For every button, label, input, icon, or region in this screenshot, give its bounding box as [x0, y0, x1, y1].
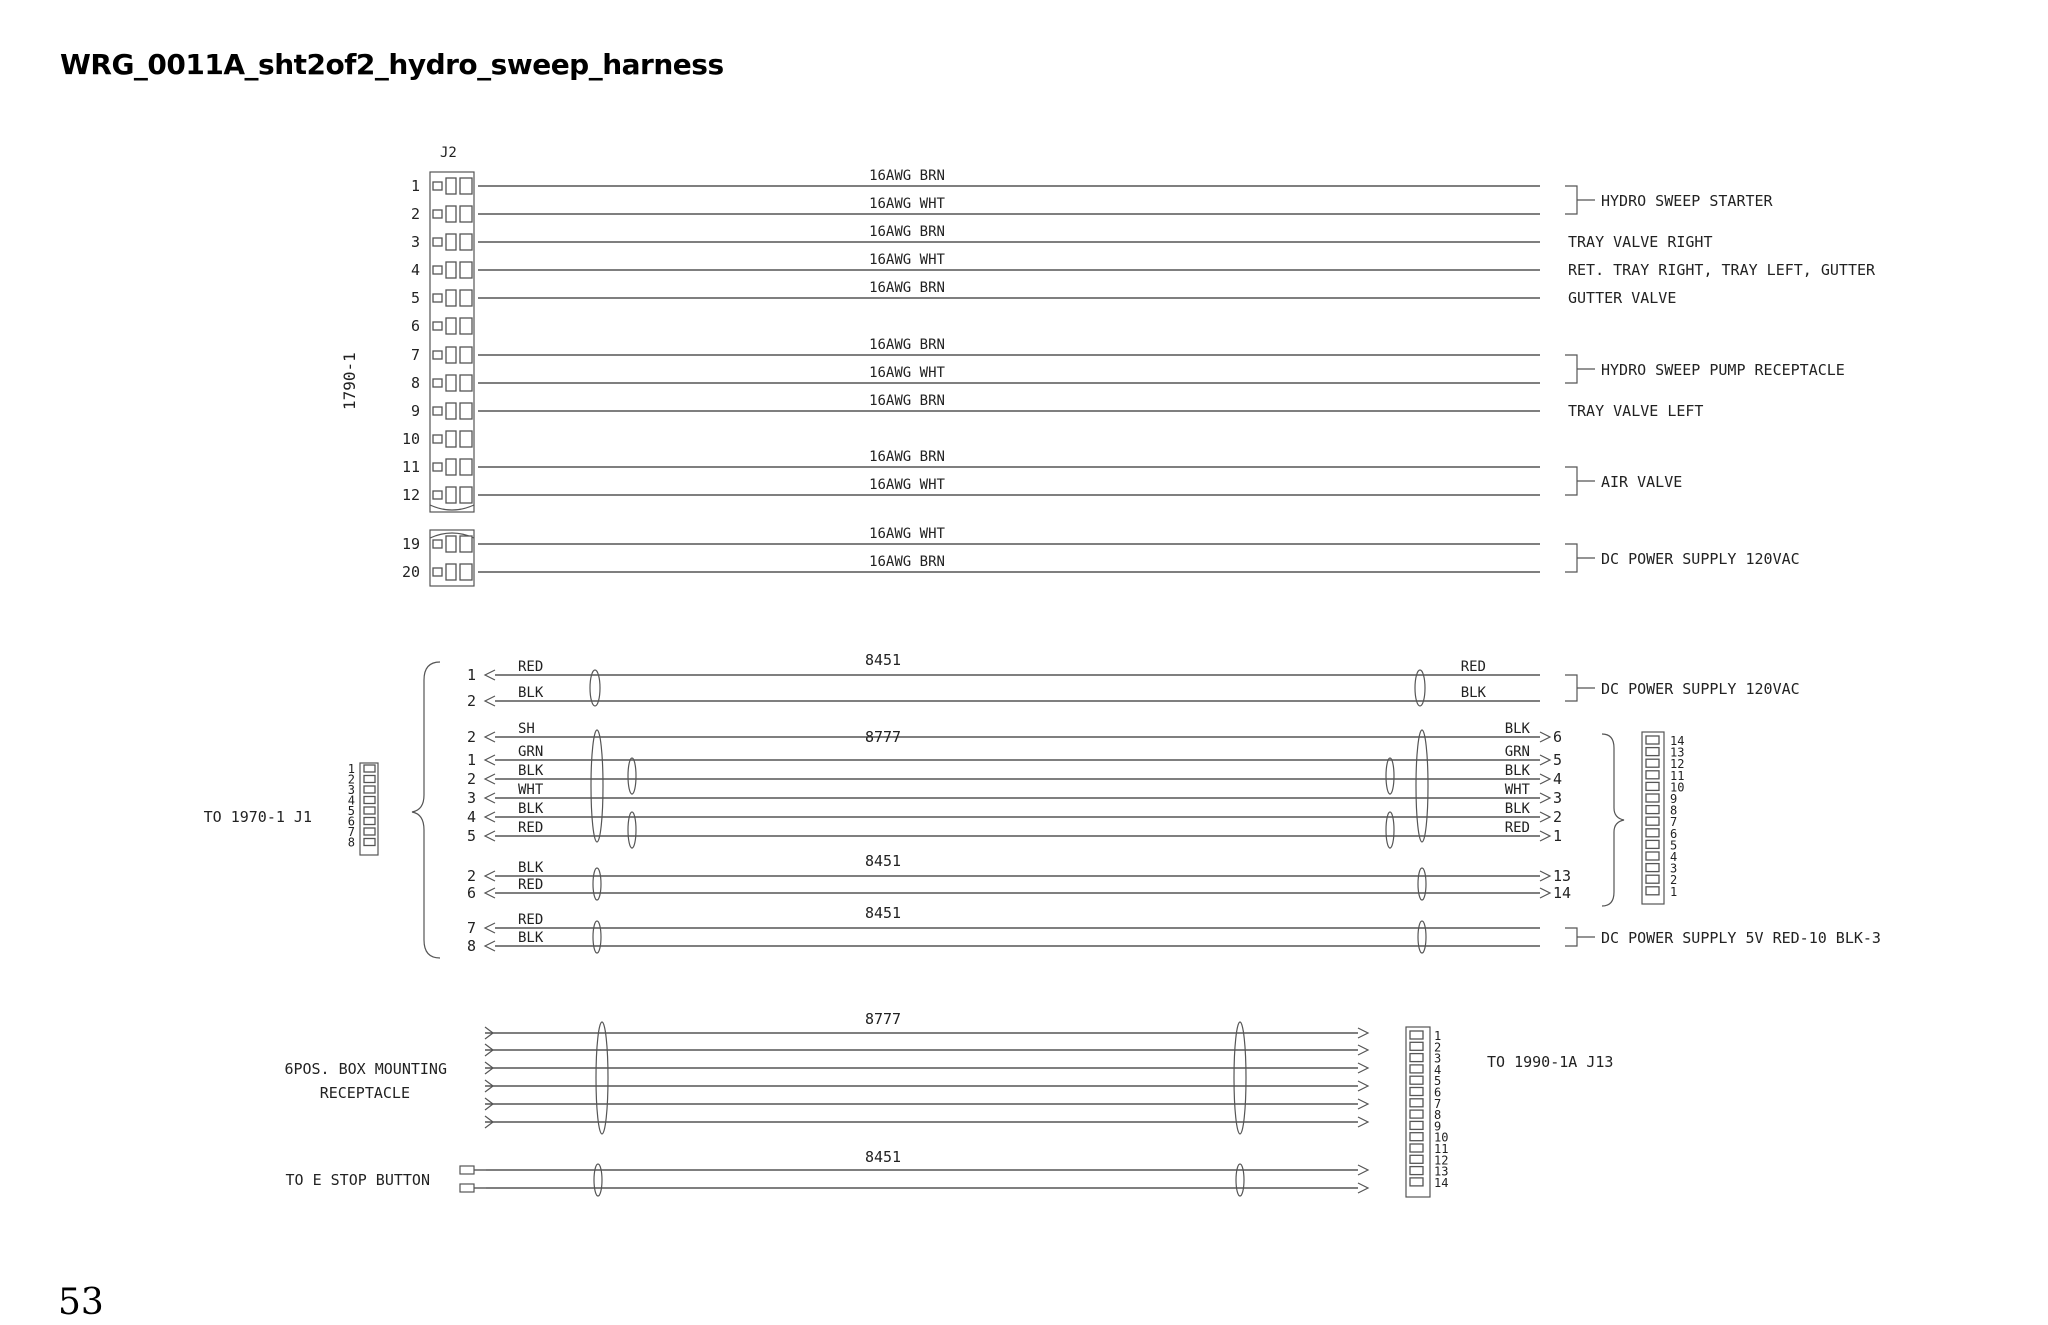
pin-number: 2 [1670, 873, 1678, 888]
wire-label: 16AWG BRN [869, 168, 945, 184]
cable-label: 8451 [864, 651, 902, 669]
cable-sleeve [591, 730, 603, 842]
arrow-right-icon [1540, 871, 1550, 881]
pin-cell [460, 564, 472, 580]
wire-color-label: BLK [518, 801, 544, 817]
cable-sleeve [1236, 1164, 1244, 1196]
pin-number: 3 [466, 789, 476, 807]
wire-label: 16AWG BRN [869, 393, 945, 409]
pin-number: 4 [1434, 1062, 1442, 1077]
pin-number: 2 [466, 867, 476, 885]
pin-cell [364, 807, 375, 814]
wire-color-label: BLK [518, 860, 544, 876]
arrow-right-icon [1358, 1183, 1368, 1193]
pin-cell [1646, 817, 1659, 825]
pin-number: 8 [466, 937, 476, 955]
cable-sleeve [1386, 758, 1394, 794]
pin-cell [1410, 1088, 1423, 1096]
pin-number: 3 [347, 783, 355, 797]
pin-socket [433, 266, 442, 274]
pin-number: 1 [1670, 884, 1678, 899]
wire-label: 16AWG BRN [869, 280, 945, 296]
pin-number: 7 [410, 346, 420, 364]
j1-brace [412, 662, 440, 958]
wire-label: 16AWG BRN [869, 224, 945, 240]
pin-cell [1646, 736, 1659, 744]
pin-number: 4 [1553, 770, 1563, 788]
pin-number: 9 [1434, 1119, 1442, 1134]
pin-cell [446, 318, 456, 334]
arrow-left-icon [485, 774, 495, 784]
pin-cell [1410, 1178, 1423, 1186]
pin-socket [433, 210, 442, 218]
terminal-icon [460, 1184, 474, 1192]
pin-cell [1646, 748, 1659, 756]
wire-color-label: BLK [518, 930, 544, 946]
cable-sleeve [594, 1164, 602, 1196]
pin-socket [433, 182, 442, 190]
arrow-right-icon [1540, 888, 1550, 898]
destination-label: RET. TRAY RIGHT, TRAY LEFT, GUTTER [1568, 261, 1876, 279]
pin-cell [1410, 1031, 1423, 1039]
wire-color-label: SH [518, 721, 535, 737]
wire-color-label: WHT [518, 782, 544, 798]
pin-number: 1 [410, 177, 420, 195]
pin-number: 13 [1553, 867, 1572, 885]
pin-number: 12 [1670, 757, 1685, 772]
pin-number: 3 [1434, 1051, 1442, 1066]
pin-number: 6 [1553, 728, 1563, 746]
pin-number: 13 [1434, 1164, 1449, 1179]
pin-cell [364, 828, 375, 835]
destination-label: HYDRO SWEEP PUMP RECEPTACLE [1601, 361, 1845, 379]
connector-side-label: 1790-1 [340, 352, 359, 410]
pin-cell [1410, 1042, 1423, 1050]
pin-socket [433, 294, 442, 302]
arrow-right-icon [1540, 755, 1550, 765]
wire-color-label: BLK [1504, 801, 1530, 817]
arrow-left-icon [485, 732, 495, 742]
pin-number: 8 [347, 835, 355, 850]
pin-cell [364, 765, 375, 772]
pin-cell [446, 536, 456, 552]
terminal-icon [460, 1166, 474, 1174]
pin-cell [1410, 1099, 1423, 1107]
destination-label: AIR VALVE [1601, 473, 1683, 491]
arrow-right-icon [1358, 1165, 1368, 1175]
cable-sleeve [1234, 1022, 1246, 1134]
cable-sleeve [628, 758, 636, 794]
pin-cell [1646, 794, 1659, 802]
pin-socket [433, 540, 442, 548]
arrow-left-icon [485, 755, 495, 765]
j1-right-brace [1602, 734, 1624, 906]
pin-cell [446, 262, 456, 278]
pin-number: 7 [1434, 1096, 1442, 1111]
wire-label: 16AWG BRN [869, 449, 945, 465]
pin-number: 12 [1434, 1153, 1449, 1168]
pin-socket [433, 238, 442, 246]
pin-cell [460, 318, 472, 334]
pin-number: 7 [466, 919, 476, 937]
pin-number: 11 [1434, 1142, 1449, 1156]
pin-socket [433, 407, 442, 415]
arrow-right-icon [1358, 1081, 1368, 1091]
pin-number: 6 [1670, 826, 1678, 841]
pin-number: 5 [410, 289, 420, 307]
pin-number: 10 [401, 430, 420, 448]
pin-socket [433, 568, 442, 576]
estop-label: TO E STOP BUTTON [285, 1171, 430, 1189]
pin-number: 3 [1670, 861, 1678, 876]
arrow-left-icon [485, 696, 495, 706]
pin-number: 7 [347, 825, 355, 839]
cable-label: 8451 [864, 904, 902, 922]
pin-number: 11 [1670, 768, 1685, 783]
pin-number: 2 [466, 770, 476, 788]
pin-cell [460, 262, 472, 278]
pin-cell [460, 536, 472, 552]
dest-bracket [1565, 186, 1577, 214]
pin-number: 11 [401, 458, 420, 476]
pin-cell [1410, 1110, 1423, 1118]
pin-number: 7 [1670, 815, 1678, 830]
pin-cell [1646, 840, 1659, 848]
pin-cell [1410, 1167, 1423, 1175]
pin-number: 5 [1553, 751, 1563, 769]
dest-bracket [1565, 355, 1577, 383]
pin-cell [1646, 887, 1659, 895]
pin-number: 1 [1434, 1029, 1442, 1043]
arrow-right-icon [1540, 812, 1550, 822]
arrow-left-icon [485, 941, 495, 951]
pin-cell [1646, 875, 1659, 883]
pin-cell [460, 234, 472, 250]
pin-socket [433, 322, 442, 330]
pin-number: 6 [1434, 1085, 1442, 1100]
pin-number: 3 [410, 233, 420, 251]
pin-socket [433, 463, 442, 471]
pin-number: 5 [466, 827, 476, 845]
pin-cell [446, 375, 456, 391]
wire-color-label: RED [518, 820, 544, 836]
cable-sleeve [593, 868, 601, 900]
arrow-right-icon [1540, 774, 1550, 784]
pin-socket [433, 491, 442, 499]
pin-cell [1646, 829, 1659, 837]
cable-sleeve [1418, 868, 1426, 900]
pin-cell [446, 564, 456, 580]
pin-cell [364, 818, 375, 825]
wire-label: 16AWG WHT [869, 196, 945, 212]
pin-cell [446, 459, 456, 475]
pin-number: 8 [1670, 803, 1678, 818]
pin-cell [460, 206, 472, 222]
pin-number: 10 [1670, 780, 1685, 795]
pin-cell [446, 487, 456, 503]
pin-number: 5 [1670, 838, 1678, 853]
pin-cell [364, 839, 375, 846]
destination-label: DC POWER SUPPLY 120VAC [1601, 550, 1800, 568]
cable-sleeve [596, 1022, 608, 1134]
pin-number: 1 [466, 666, 476, 684]
pin-number: 20 [401, 563, 420, 581]
pin-number: 1 [1553, 827, 1563, 845]
pin-cell [460, 403, 472, 419]
pin-number: 8 [410, 374, 420, 392]
to-connector-label: TO 1970-1 J1 [203, 808, 312, 826]
arrow-left-icon [485, 793, 495, 803]
wire-color-label: BLK [1504, 763, 1530, 779]
pin-cell [1646, 852, 1659, 860]
destination-label: TRAY VALVE RIGHT [1568, 233, 1713, 251]
pin-number: 13 [1670, 745, 1685, 760]
arrow-right-icon [1358, 1045, 1368, 1055]
pin-socket [433, 435, 442, 443]
pin-cell [446, 403, 456, 419]
pin-cell [460, 459, 472, 475]
wire-color-label: GRN [518, 744, 544, 760]
pin-number: 1 [347, 762, 355, 776]
pin-cell [1410, 1054, 1423, 1062]
pin-cell [1646, 806, 1659, 814]
wire-color-label: GRN [1504, 744, 1530, 760]
wire-color-label: WHT [1504, 782, 1530, 798]
cable-label: 8451 [864, 852, 902, 870]
pin-number: 19 [401, 535, 420, 553]
pin-number: 6 [466, 884, 476, 902]
pin-socket [433, 379, 442, 387]
pin-number: 14 [1670, 734, 1685, 748]
pin-cell [1410, 1155, 1423, 1163]
pin-number: 2 [466, 728, 476, 746]
box-label: 6POS. BOX MOUNTING [284, 1060, 447, 1078]
arrow-right-icon [1358, 1099, 1368, 1109]
pin-number: 5 [347, 804, 355, 818]
pin-cell [364, 797, 375, 804]
pin-cell [1646, 864, 1659, 872]
pin-cell [1410, 1133, 1423, 1141]
pin-number: 2 [466, 692, 476, 710]
wire-label: 16AWG WHT [869, 252, 945, 268]
pin-number: 14 [1553, 884, 1572, 902]
wire-color-label: BLK [1460, 685, 1486, 701]
pin-number: 4 [410, 261, 420, 279]
wire-label: 16AWG BRN [869, 554, 945, 570]
pin-cell [1410, 1144, 1423, 1152]
pin-number: 4 [466, 808, 476, 826]
arrow-left-icon [485, 812, 495, 822]
pin-cell [1646, 771, 1659, 779]
arrow-left-icon [485, 831, 495, 841]
pin-socket [433, 351, 442, 359]
dest-bracket [1565, 544, 1577, 572]
pin-cell [460, 375, 472, 391]
dest-bracket [1565, 675, 1577, 701]
cable-label: 8451 [864, 1148, 902, 1166]
pin-number: 9 [1670, 792, 1678, 806]
dest-bracket [1565, 467, 1577, 495]
pin-cell [446, 290, 456, 306]
arrow-right-icon [1540, 793, 1550, 803]
pin-cell [1646, 782, 1659, 790]
cable-label: 8777 [864, 1010, 902, 1028]
pin-number: 12 [401, 486, 420, 504]
pin-cell [460, 487, 472, 503]
pin-number: 1 [466, 751, 476, 769]
pin-number: 9 [410, 402, 420, 420]
wire-label: 16AWG WHT [869, 365, 945, 381]
pin-number: 2 [1553, 808, 1563, 826]
pin-cell [460, 290, 472, 306]
pin-number: 3 [1553, 789, 1563, 807]
pin-cell [460, 431, 472, 447]
arrow-left-icon [485, 923, 495, 933]
pin-cell [364, 786, 375, 793]
wire-color-label: BLK [518, 763, 544, 779]
pin-cell [460, 178, 472, 194]
page-number: 53 [58, 1282, 104, 1323]
pin-cell [446, 431, 456, 447]
pin-number: 4 [1670, 850, 1678, 864]
pin-cell [1410, 1065, 1423, 1073]
arrow-left-icon [485, 670, 495, 680]
arrow-right-icon [1358, 1117, 1368, 1127]
pin-number: 6 [347, 814, 355, 829]
cable-label: 8777 [864, 728, 902, 746]
arrow-left-icon [485, 871, 495, 881]
pin-cell [1646, 759, 1659, 767]
connector-break [430, 505, 474, 510]
wire-color-label: BLK [1504, 721, 1530, 737]
wire-color-label: RED [518, 659, 544, 675]
arrow-right-icon [1358, 1028, 1368, 1038]
pin-number: 10 [1434, 1130, 1449, 1145]
pin-number: 5 [1434, 1074, 1442, 1089]
pin-number: 2 [1434, 1040, 1442, 1055]
cable-sleeve [1416, 730, 1428, 842]
pin-cell [1410, 1121, 1423, 1129]
cable-sleeve [1418, 921, 1426, 953]
arrow-right-icon [1540, 831, 1550, 841]
pin-cell [446, 347, 456, 363]
pin-number: 2 [410, 205, 420, 223]
wire-label: 16AWG WHT [869, 526, 945, 542]
arrow-right-icon [1358, 1063, 1368, 1073]
wire-label: 16AWG BRN [869, 337, 945, 353]
cable-sleeve [593, 921, 601, 953]
pin-number: 4 [347, 793, 355, 808]
wire-color-label: RED [1504, 820, 1530, 836]
pin-cell [1410, 1076, 1423, 1084]
box-label: RECEPTACLE [319, 1084, 410, 1102]
pin-cell [364, 776, 375, 783]
destination-label: TRAY VALVE LEFT [1568, 402, 1704, 420]
wire-color-label: RED [518, 877, 544, 893]
to-connector-label: TO 1990-1A J13 [1487, 1053, 1614, 1071]
wire-color-label: RED [1460, 659, 1486, 675]
pin-number: 6 [410, 317, 420, 335]
destination-label: DC POWER SUPPLY 5V RED-10 BLK-3 [1601, 929, 1881, 947]
pin-number: 8 [1434, 1108, 1442, 1123]
pin-cell [446, 234, 456, 250]
wire-label: 16AWG WHT [869, 477, 945, 493]
pin-cell [460, 347, 472, 363]
pin-number: 14 [1434, 1175, 1449, 1190]
destination-label: HYDRO SWEEP STARTER [1601, 192, 1773, 210]
pin-number: 2 [347, 772, 355, 787]
destination-label: GUTTER VALVE [1568, 289, 1677, 307]
page-title: WRG_0011A_sht2of2_hydro_sweep_harness [60, 48, 724, 81]
wire-color-label: BLK [518, 685, 544, 701]
wire-color-label: RED [518, 912, 544, 928]
arrow-right-icon [1540, 732, 1550, 742]
j2-label: J2 [440, 145, 457, 161]
arrow-left-icon [485, 888, 495, 898]
pin-cell [446, 206, 456, 222]
pin-cell [446, 178, 456, 194]
destination-label: DC POWER SUPPLY 120VAC [1601, 680, 1800, 698]
dest-bracket [1565, 928, 1577, 946]
